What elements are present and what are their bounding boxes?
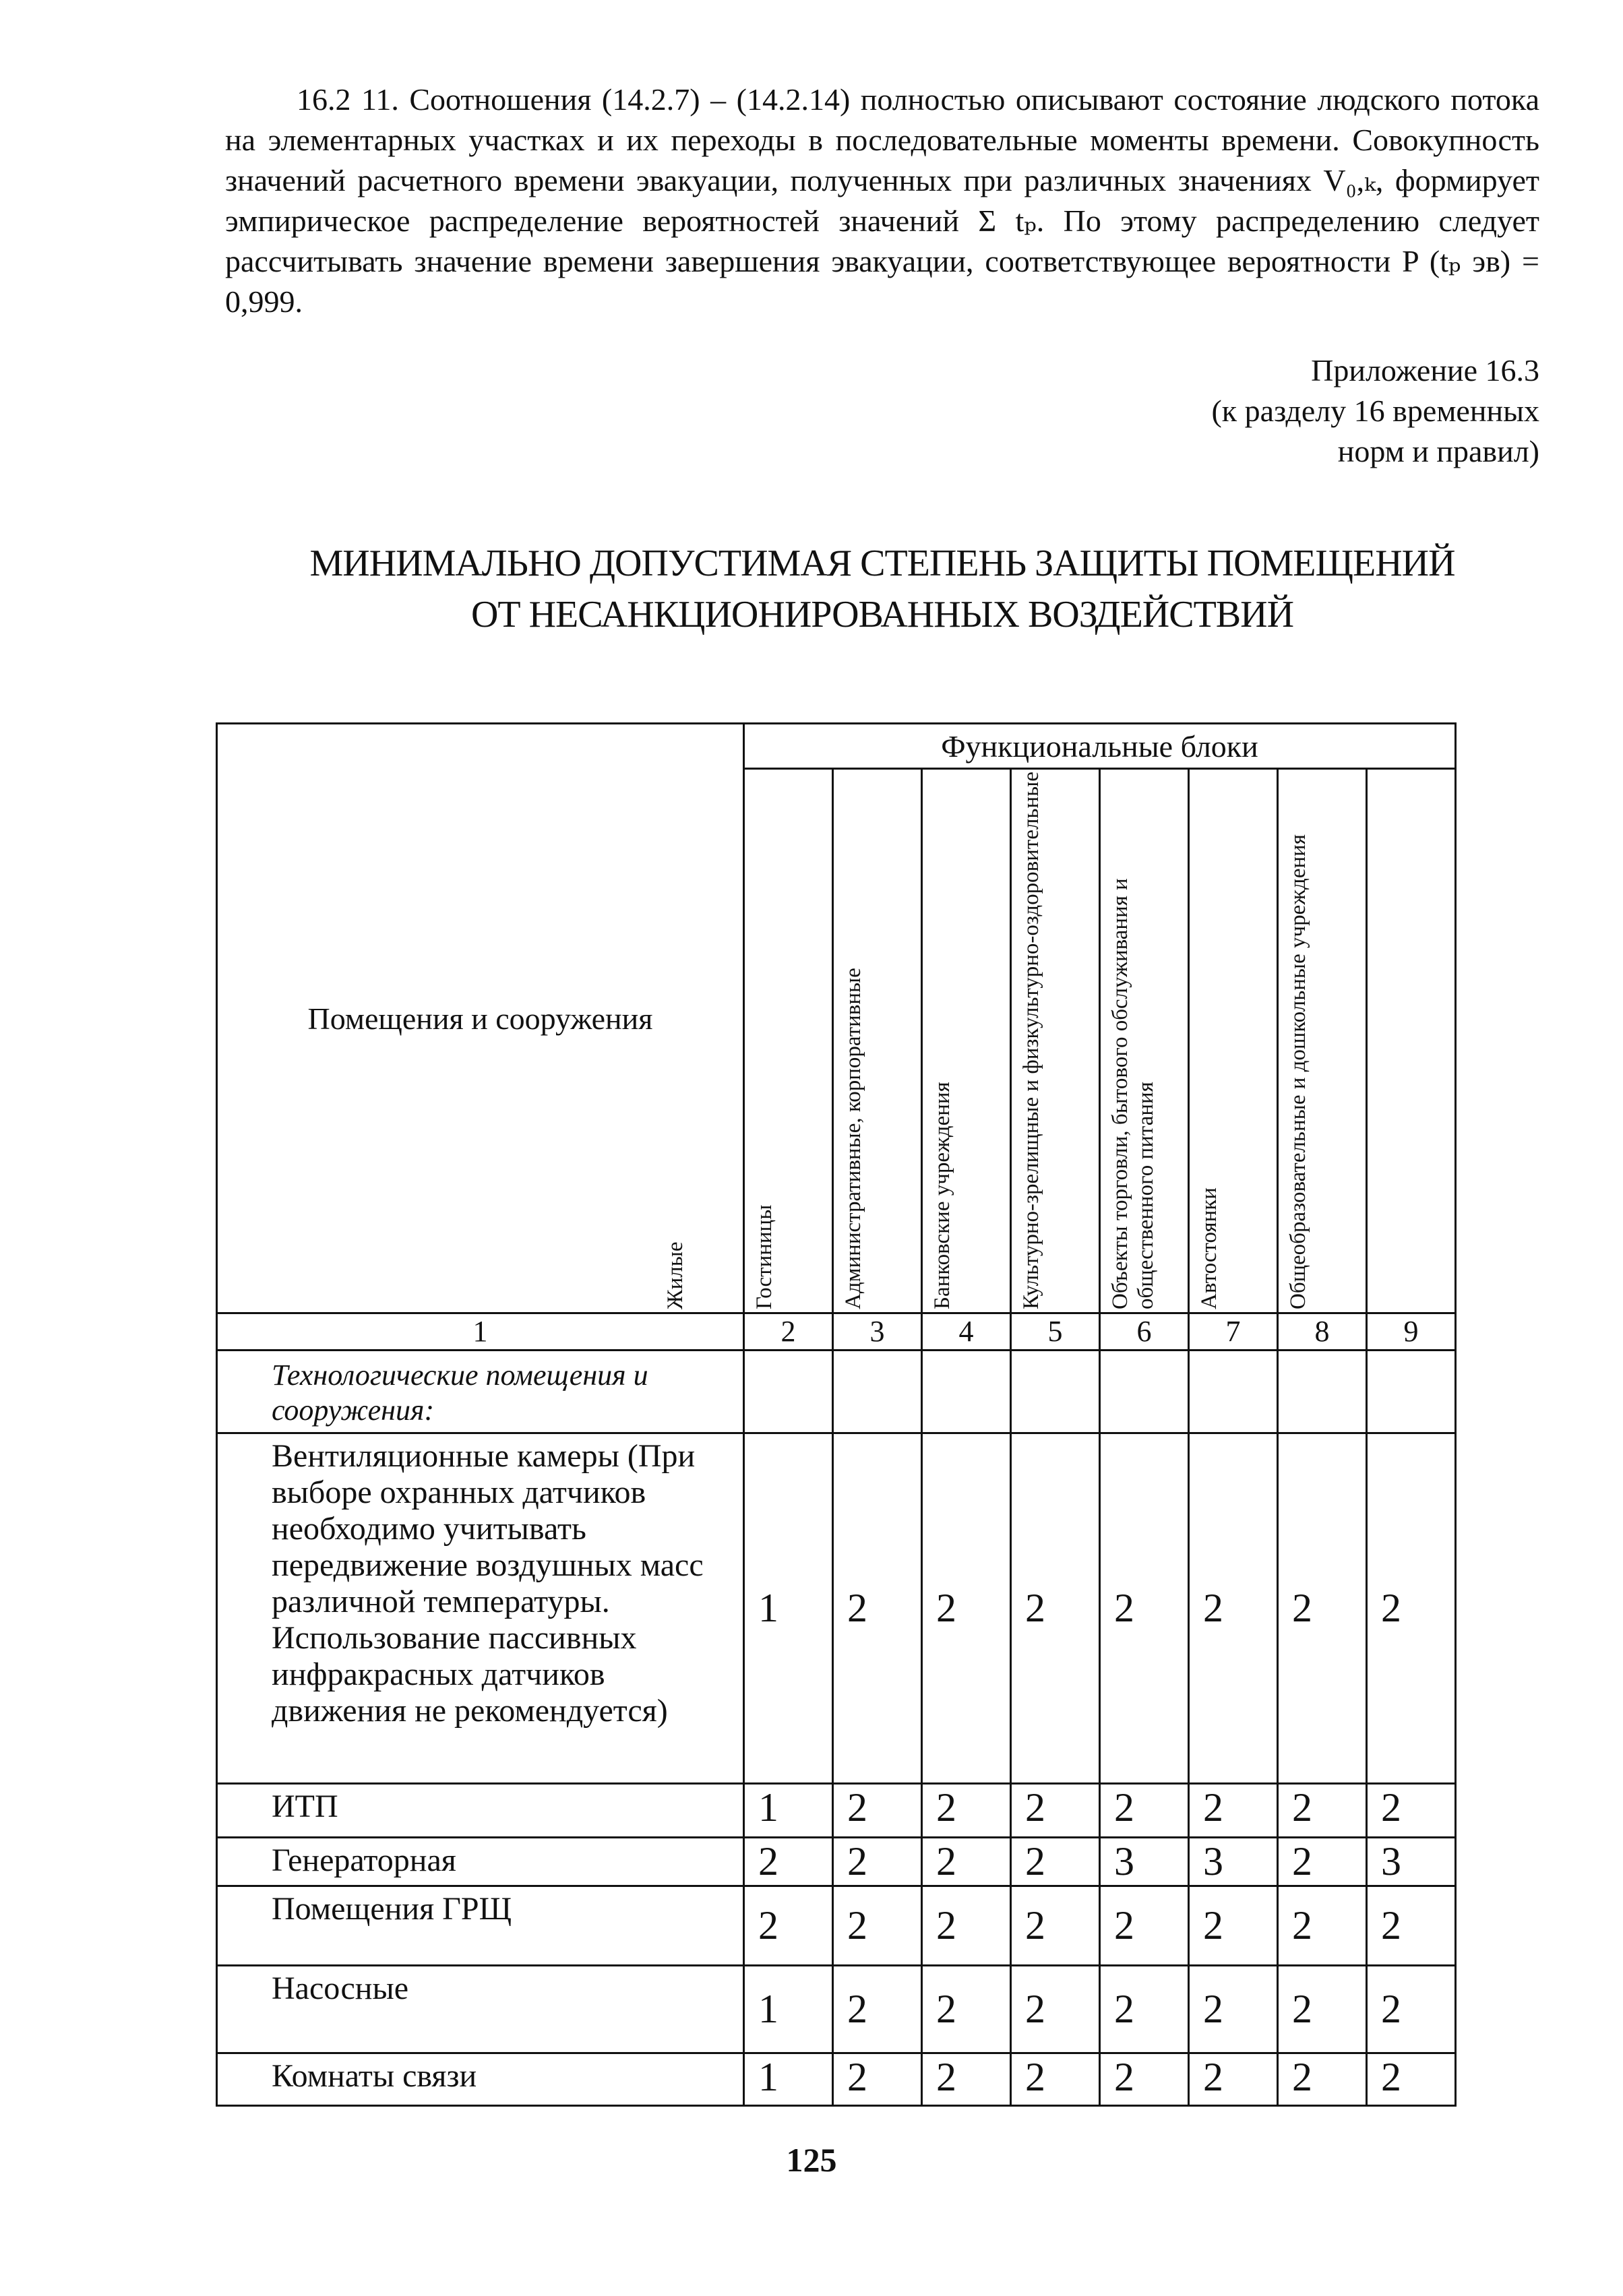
document-title bbox=[225, 538, 1539, 640]
protection-level-cell: 2 bbox=[1278, 2053, 1367, 2106]
protection-level-cell: 1 bbox=[744, 1784, 833, 1838]
paragraph-text: 16.2 11. Соотношения (14.2.7) – (14.2.14) полностью описывают состояние людского потока на элементарных участках и их переходы в последовательные моменты времени. Совокупность значений расчетного времени эвакуации, полученных при различных значениях V₀,ₖ, формирует эмпирическое распределение вероятностей значений Σ tₚ. По этому распределению следует рассчитывать значение времени завершения эвакуации, соответствующее вероятности P (tₚ эв) = 0,999. bbox=[225, 82, 1539, 319]
protection-level-cell: 2 bbox=[833, 1433, 922, 1784]
protection-level-cell: 2 bbox=[1189, 1433, 1278, 1784]
protection-level-cell: 2 bbox=[922, 1886, 1011, 1966]
empty-cell bbox=[1100, 1351, 1189, 1433]
protection-level-cell: 2 bbox=[1100, 1886, 1189, 1966]
protection-level-cell: 2 bbox=[1367, 2053, 1456, 2106]
title-line-1: МИНИМАЛЬНО ДОПУСТИМАЯ СТЕПЕНЬ ЗАЩИТЫ ПОМЕЩЕНИЙ bbox=[309, 542, 1455, 584]
protection-level-cell: 2 bbox=[922, 2053, 1011, 2106]
empty-cell bbox=[922, 1351, 1011, 1433]
col-header-label: Общеобразовательные и дошкольные учреждения bbox=[1286, 834, 1310, 1309]
column-number: 9 bbox=[1367, 1313, 1456, 1351]
protection-level-cell: 2 bbox=[1100, 1966, 1189, 2053]
empty-cell bbox=[1278, 1351, 1367, 1433]
protection-level-cell: 2 bbox=[1367, 1784, 1456, 1838]
protection-level-cell: 2 bbox=[1367, 1966, 1456, 2053]
protection-level-cell: 2 bbox=[1011, 2053, 1100, 2106]
protection-level-cell: 2 bbox=[1011, 1838, 1100, 1886]
table-row bbox=[217, 1433, 1456, 1784]
column-number: 7 bbox=[1189, 1313, 1278, 1351]
protection-level-cell: 2 bbox=[1189, 2053, 1278, 2106]
intro-paragraph bbox=[225, 80, 1539, 322]
protection-level-cell: 2 bbox=[922, 1433, 1011, 1784]
rooms-header: Помещения и сооружения bbox=[217, 724, 744, 1313]
category-label: Технологические помещения и сооружения: bbox=[217, 1351, 744, 1433]
protection-level-cell: 2 bbox=[1011, 1433, 1100, 1784]
appendix-reference bbox=[1211, 350, 1539, 472]
protection-level-cell: 2 bbox=[1367, 1433, 1456, 1784]
protection-level-cell: 2 bbox=[922, 1966, 1011, 2053]
appendix-line-3: норм и правил) bbox=[1337, 434, 1539, 468]
room-name: Помещения ГРЩ bbox=[217, 1886, 744, 1966]
protection-level-cell: 2 bbox=[1011, 1784, 1100, 1838]
appendix-line-1: Приложение 16.3 bbox=[1311, 353, 1539, 387]
col-header-label: Автостоянки bbox=[1197, 1187, 1221, 1309]
category-row bbox=[217, 1351, 1456, 1433]
column-number: 4 bbox=[922, 1313, 1011, 1351]
protection-level-cell: 2 bbox=[833, 1966, 922, 2053]
protection-level-cell: 2 bbox=[1278, 1433, 1367, 1784]
protection-level-cell: 2 bbox=[1189, 1784, 1278, 1838]
protection-level-cell: 2 bbox=[833, 1784, 922, 1838]
room-name: Вентиляционные камеры (При выборе охранных датчиков необходимо учитывать передвижение воздушных масс различной температуры. Использование пассивных инфракрасных датчиков движения не рекомендуется) bbox=[217, 1433, 744, 1784]
empty-cell bbox=[1189, 1351, 1278, 1433]
protection-level-cell: 2 bbox=[1189, 1886, 1278, 1966]
protection-level-cell: 3 bbox=[1189, 1838, 1278, 1886]
page-number: 125 bbox=[786, 2141, 837, 2179]
col-header-label: Жилые bbox=[663, 1241, 687, 1309]
column-number: 1 bbox=[217, 1313, 744, 1351]
column-number: 2 bbox=[744, 1313, 833, 1351]
protection-level-cell: 2 bbox=[1278, 1838, 1367, 1886]
column-number: 5 bbox=[1011, 1313, 1100, 1351]
col-header-label: Объекты торговли, бытового обслуживания и общественного питания bbox=[1108, 878, 1158, 1309]
col-header-label: Банковские учреждения bbox=[930, 1082, 954, 1309]
protection-level-cell: 2 bbox=[833, 1838, 922, 1886]
protection-level-cell: 2 bbox=[1189, 1966, 1278, 2053]
protection-level-cell: 2 bbox=[744, 1838, 833, 1886]
protection-level-cell: 2 bbox=[922, 1784, 1011, 1838]
protection-level-cell: 3 bbox=[1100, 1838, 1189, 1886]
column-number: 8 bbox=[1278, 1313, 1367, 1351]
table-row bbox=[217, 2053, 1456, 2106]
title-line-2: ОТ НЕСАНКЦИОНИРОВАННЫХ ВОЗДЕЙСТВИЙ bbox=[470, 594, 1294, 635]
protection-level-cell: 2 bbox=[922, 1838, 1011, 1886]
col-header-label: Культурно-зрелищные и физкультурно-оздоровительные bbox=[1019, 772, 1043, 1309]
protection-level-cell: 2 bbox=[1278, 1784, 1367, 1838]
protection-table bbox=[216, 722, 1457, 2107]
room-name: Генераторная bbox=[217, 1838, 744, 1886]
protection-level-cell: 2 bbox=[1100, 2053, 1189, 2106]
table-row bbox=[217, 1966, 1456, 2053]
room-name: Насосные bbox=[217, 1966, 744, 2053]
column-numbers-row bbox=[217, 1313, 1456, 1351]
empty-cell bbox=[744, 1351, 833, 1433]
protection-level-cell: 2 bbox=[1367, 1886, 1456, 1966]
protection-level-cell: 2 bbox=[744, 1886, 833, 1966]
protection-level-cell: 2 bbox=[833, 1886, 922, 1966]
protection-level-cell: 2 bbox=[1278, 1886, 1367, 1966]
empty-cell bbox=[1011, 1351, 1100, 1433]
protection-level-cell: 1 bbox=[744, 2053, 833, 2106]
room-name: ИТП bbox=[217, 1784, 744, 1838]
room-name: Комнаты связи bbox=[217, 2053, 744, 2106]
protection-level-cell: 1 bbox=[744, 1433, 833, 1784]
column-number: 3 bbox=[833, 1313, 922, 1351]
protection-level-cell: 2 bbox=[1011, 1966, 1100, 2053]
table-row bbox=[217, 1838, 1456, 1886]
col-header-label: Гостиницы bbox=[752, 1204, 776, 1309]
protection-level-cell: 2 bbox=[1011, 1886, 1100, 1966]
col-header-label: Административные, корпоративные bbox=[841, 968, 865, 1309]
protection-level-cell: 3 bbox=[1367, 1838, 1456, 1886]
table-row bbox=[217, 1784, 1456, 1838]
protection-level-cell: 1 bbox=[744, 1966, 833, 2053]
appendix-line-2: (к разделу 16 временных bbox=[1211, 394, 1539, 428]
protection-level-cell: 2 bbox=[1100, 1784, 1189, 1838]
column-number: 6 bbox=[1100, 1313, 1189, 1351]
col-header bbox=[1286, 769, 1456, 1313]
protection-level-cell: 2 bbox=[833, 2053, 922, 2106]
protection-level-cell: 2 bbox=[1278, 1966, 1367, 2053]
table-row bbox=[217, 1886, 1456, 1966]
functional-blocks-header: Функциональные блоки bbox=[744, 724, 1456, 769]
empty-cell bbox=[1367, 1351, 1456, 1433]
empty-cell bbox=[833, 1351, 922, 1433]
protection-level-cell: 2 bbox=[1100, 1433, 1189, 1784]
